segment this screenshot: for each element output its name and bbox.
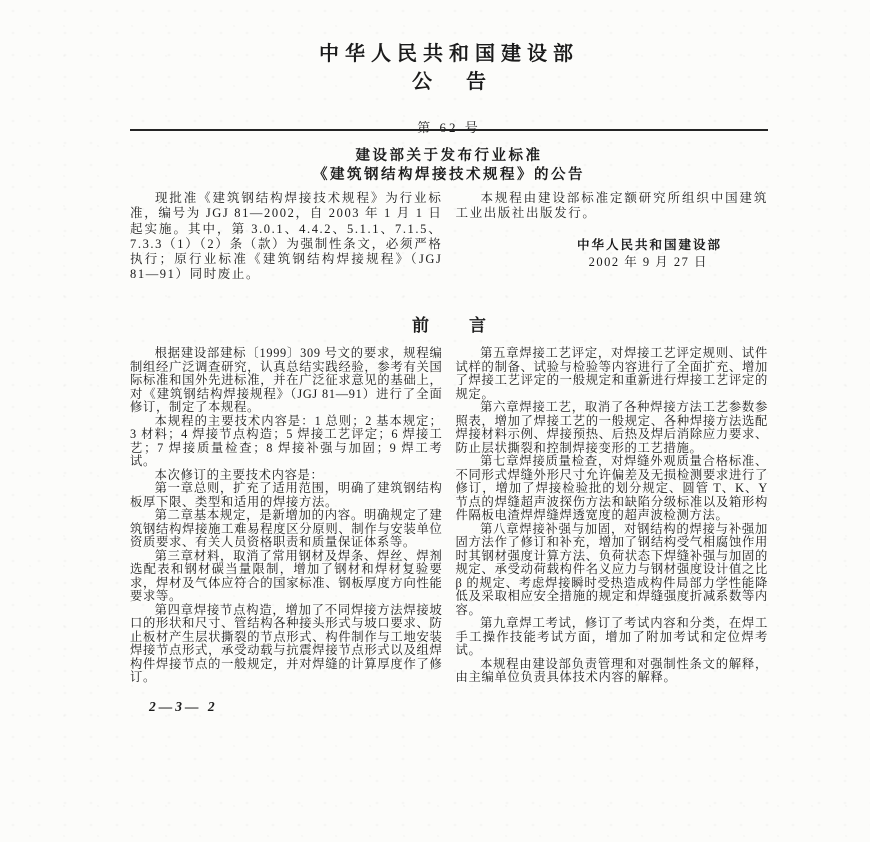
announcement-right-column — [456, 191, 769, 283]
foreword-heading-char2: 言 — [469, 316, 486, 335]
subtitle-line2: 《建筑钢结构焊接技术规程》的公告 — [313, 166, 585, 183]
foreword-paragraph: 本规程由建设部负责管理和对强制性条文的解释，由主编单位负责具体技术内容的解释。 — [455, 656, 768, 684]
signature-date: 2002 年 9 月 27 日 — [588, 254, 708, 269]
announcement-left-column — [130, 191, 443, 283]
foreword-paragraph: 第三章材料，取消了常用钢材及焊条、焊丝、焊剂选配表和钢材碳当量限制，增加了钢材和焊材复验要求，焊材及气体应符合的国家标准、钢板厚度方向性能要求等。 — [130, 548, 443, 603]
publisher-paragraph: 本规程由建设部标准定额研究所组织中国建筑工业出版社出版发行。 — [455, 191, 768, 221]
foreword-heading — [130, 315, 768, 337]
foreword-right-column — [456, 347, 769, 685]
subtitle-line1: 建设部关于发布行业标准 — [355, 148, 543, 164]
announcement-word-char2: 告 — [466, 71, 486, 93]
issue-number: 第 62 号 — [417, 120, 481, 135]
announcement-word-char1: 公 — [412, 71, 432, 93]
page-number: 2—3— 2 — [149, 699, 218, 714]
foreword-paragraph: 第九章焊工考试，修订了考试内容和分类，在焊工手工操作技能考试方面，增加了附加考试和定位焊考试。 — [455, 616, 768, 657]
foreword-paragraph: 本次修订的主要技术内容是： — [154, 467, 324, 482]
foreword-paragraph: 本规程的主要技术内容是：1 总则；2 基本规定；3 材料；4 焊接节点构造；5 焊接工艺评定；6 焊接工艺；7 焊接质量检查；8 焊接补强与加固；9 焊工考试。 — [130, 413, 443, 468]
foreword-left-column — [130, 347, 443, 685]
foreword-paragraph: 第六章焊接工艺，取消了各种焊接方法工艺参数参照表，增加了焊接工艺的一般规定、各种焊接方法选配焊接材料示例、焊接预热、后热及焊后消除应力要求、防止层状撕裂和控制焊接变形的工艺措施。 — [455, 400, 768, 455]
foreword-paragraph: 第二章基本规定，是新增加的内容。明确规定了建筑钢结构焊接施工难易程度区分原则、制作与安装单位资质要求、有关人员资格职责和质量保证体系等。 — [130, 508, 443, 549]
foreword-heading-char1: 前 — [412, 316, 429, 335]
foreword-paragraph: 第八章焊接补强与加固，对钢结构的焊接与补强加固方法作了修订和补充，增加了钢结构受气相腐蚀作用时其钢材强度计算方法、负荷状态下焊缝补强与加固的规定、承受动荷载构件名义应力与钢材强度设计值之比 β 的规定、考虑焊接瞬时受热造成构件局部力学性能降低及采取相应安全措施的规定和焊缝强度折减系数等内容。 — [455, 521, 768, 617]
foreword-paragraph: 第七章焊接质量检查，对焊缝外观质量合格标准、不同形式焊缝外形尺寸允许偏差及无损检测要求进行了修订，增加了焊接检验批的划分规定、圆管 T、K、Y 节点的焊缝超声波探伤方法和缺陷分级标准以及箱形构件隔板电渣焊焊缝焊透宽度的超声波检测方法。 — [455, 454, 768, 522]
announcement-paragraph: 现批准《建筑钢结构焊接技术规程》为行业标准，编号为 JGJ 81—2002，自 2003 年 1 月 1 日起实施。其中，第 3.0.1、4.4.2、5.1.1、7.1.5、7.3.3（1）（2）条（款）为强制性条文，必须严格执行；原行业标准《建筑钢结构焊接规程》（JGJ 81—91）同时废止。 — [130, 191, 443, 282]
foreword-paragraph: 第一章总则，扩充了适用范围，明确了建筑钢结构板厚下限、类型和适用的焊接方法。 — [130, 481, 443, 509]
announcement-subtitle — [130, 147, 768, 184]
foreword-paragraph: 根据建设部建标〔1999〕309 号文的要求，规程编制组经广泛调查研究，认真总结实践经验，参考有关国际标准和国外先进标准，并在广泛征求意见的基础上，对《建筑钢结构焊接规程》（JGJ 81—91）进行了全面修订，制定了本规程。 — [130, 346, 443, 414]
announcement-body — [130, 191, 768, 283]
ministry-title: 中华人民共和国建设部 — [319, 43, 579, 65]
announcement-word — [130, 70, 768, 94]
document-header — [130, 42, 768, 136]
foreword-paragraph: 第四章焊接节点构造，增加了不同焊接方法焊接坡口的形状和尺寸、管结构各种接头形式与坡口要求、防止板材产生层状撕裂的节点形式、构件制作与工地安装焊接节点形式，承受动载与抗震焊接节点形式以及组焊构件焊接节点的一般规定，并对焊缝的计算厚度作了修订。 — [130, 602, 443, 684]
signature-authority: 中华人民共和国建设部 — [576, 237, 722, 252]
header-divider-line — [130, 129, 768, 131]
foreword-paragraph: 第五章焊接工艺评定，对焊接工艺评定规则、试件试样的制备、试验与检验等内容进行了全面扩充、增加了焊接工艺评定的一般规定和重新进行焊接工艺评定的规定。 — [455, 346, 768, 401]
foreword-body — [130, 347, 768, 685]
